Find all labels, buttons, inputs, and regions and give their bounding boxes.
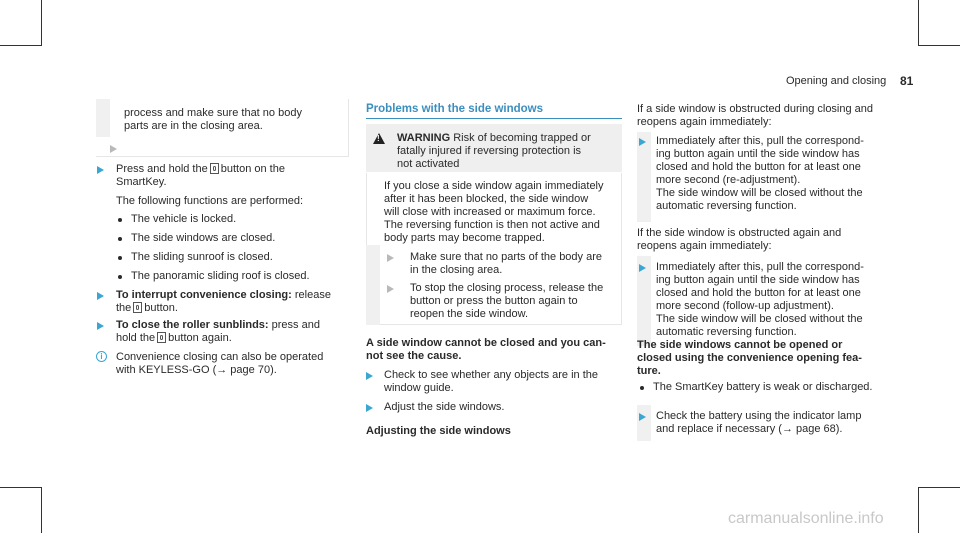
list-item: The vehicle is locked. bbox=[131, 213, 237, 225]
step-text: and replace if necessary (→ page 68). bbox=[656, 423, 843, 435]
step-arrow-icon bbox=[387, 285, 394, 293]
crop-mark bbox=[0, 487, 42, 488]
box-left-bar bbox=[96, 99, 110, 137]
heading-rule bbox=[366, 118, 622, 119]
lock-button-icon bbox=[133, 302, 142, 313]
note-text: with KEYLESS-GO (→ page 70). bbox=[116, 364, 277, 376]
warning-text: WARNING Risk of becoming trapped or bbox=[397, 132, 591, 144]
subheading: The side windows cannot be opened or bbox=[637, 339, 843, 351]
step-arrow-icon bbox=[639, 138, 646, 146]
step-arrow-icon bbox=[387, 254, 394, 262]
step-text: Make sure that no parts of the body are bbox=[410, 251, 603, 263]
step-text: Adjust the side windows. bbox=[384, 401, 505, 413]
step-text: more second (re-adjustment). bbox=[656, 174, 801, 186]
step-text: button or press the button again to bbox=[410, 295, 578, 307]
step-text: The side window will be closed without the bbox=[656, 313, 863, 325]
step-arrow-icon bbox=[97, 292, 104, 300]
warning-body: The reversing function is then not active and bbox=[384, 219, 600, 231]
step-text: closed and hold the button for at least one bbox=[656, 161, 861, 173]
crop-mark bbox=[41, 487, 42, 533]
list-item: The panoramic sliding roof is closed. bbox=[131, 270, 310, 282]
step-text: Immediately after this, pull the correspond- bbox=[656, 135, 864, 147]
crop-mark bbox=[0, 45, 42, 46]
body-text: reopens again immediately: bbox=[637, 116, 772, 128]
bullet-icon bbox=[118, 218, 122, 222]
bullet-icon bbox=[118, 237, 122, 241]
subheading: Adjusting the side windows bbox=[366, 425, 511, 437]
step-text: in the closing area. bbox=[410, 264, 503, 276]
step-text: To interrupt convenience closing: release bbox=[116, 289, 331, 301]
body-text: If the side window is obstructed again and bbox=[637, 227, 842, 239]
section-heading: Problems with the side windows bbox=[366, 103, 543, 115]
box-left-bar bbox=[637, 405, 651, 441]
warning-body: If you close a side window again immediately bbox=[384, 180, 604, 192]
step-text: Immediately after this, pull the correspond- bbox=[656, 261, 864, 273]
step-text: reopen the side window. bbox=[410, 308, 529, 320]
step-text: more second (follow-up adjustment). bbox=[656, 300, 834, 312]
crop-mark bbox=[918, 0, 919, 46]
note-text: Convenience closing can also be operated bbox=[116, 351, 324, 363]
step-arrow-icon bbox=[366, 372, 373, 380]
box-text: process and make sure that no body bbox=[124, 107, 302, 119]
step-text: the button. bbox=[116, 302, 178, 314]
warning-body: will close with increased or maximum force. bbox=[384, 206, 596, 218]
crop-mark bbox=[918, 487, 960, 488]
step-text: ing button again until the side window has bbox=[656, 274, 860, 286]
step-text: To stop the closing process, release the bbox=[410, 282, 604, 294]
step-text: To close the roller sunblinds: press and bbox=[116, 319, 320, 331]
warning-icon bbox=[373, 133, 385, 144]
step-text: ing button again until the side window has bbox=[656, 148, 860, 160]
warning-text: not activated bbox=[397, 158, 460, 170]
list-item: The side windows are closed. bbox=[131, 232, 276, 244]
subheading: ture. bbox=[637, 365, 661, 377]
step-text: The side window will be closed without the bbox=[656, 187, 863, 199]
crop-mark bbox=[918, 487, 919, 533]
step-arrow-icon bbox=[110, 145, 117, 153]
subheading: closed using the convenience opening fea- bbox=[637, 352, 862, 364]
subheading: not see the cause. bbox=[366, 350, 462, 362]
step-text: hold the button again. bbox=[116, 332, 232, 344]
body-text: If a side window is obstructed during closing and bbox=[637, 103, 874, 115]
step-arrow-icon bbox=[366, 404, 373, 412]
bullet-icon bbox=[640, 386, 644, 390]
warning-body: body parts may become trapped. bbox=[384, 232, 545, 244]
step-text: Check the battery using the indicator lamp bbox=[656, 410, 862, 422]
step-arrow-icon bbox=[639, 264, 646, 272]
warning-text: fatally injured if reversing protection is bbox=[397, 145, 582, 157]
watermark: carmanualsonline.info bbox=[728, 510, 884, 527]
box-left-bar bbox=[366, 245, 380, 325]
bullet-icon bbox=[118, 275, 122, 279]
step-text: The following functions are performed: bbox=[116, 195, 304, 207]
step-text: automatic reversing function. bbox=[656, 326, 797, 338]
step-text: Press and hold the button on the bbox=[116, 163, 285, 175]
warning-body: after it has been blocked, the side window bbox=[384, 193, 589, 205]
step-text: window guide. bbox=[384, 382, 454, 394]
step-arrow-icon bbox=[639, 413, 646, 421]
box-text: parts are in the closing area. bbox=[124, 120, 263, 132]
lock-button-icon bbox=[157, 332, 166, 343]
step-arrow-icon bbox=[97, 322, 104, 330]
crop-mark bbox=[918, 45, 960, 46]
lock-button-icon bbox=[210, 163, 219, 174]
list-item: The SmartKey battery is weak or discharged. bbox=[653, 381, 873, 393]
step-text: automatic reversing function. bbox=[656, 200, 797, 212]
step-text: SmartKey. bbox=[116, 176, 167, 188]
list-item: The sliding sunroof is closed. bbox=[131, 251, 273, 263]
body-text: reopens again immediately: bbox=[637, 240, 772, 252]
crop-mark bbox=[41, 0, 42, 46]
info-icon: i bbox=[96, 351, 107, 362]
step-text: Check to see whether any objects are in the bbox=[384, 369, 599, 381]
step-text: closed and hold the button for at least one bbox=[656, 287, 861, 299]
subheading: A side window cannot be closed and you can- bbox=[366, 337, 606, 349]
section-title: Opening and closing bbox=[786, 75, 887, 87]
bullet-icon bbox=[118, 256, 122, 260]
page-number: 81 bbox=[900, 74, 914, 88]
step-arrow-icon bbox=[97, 166, 104, 174]
